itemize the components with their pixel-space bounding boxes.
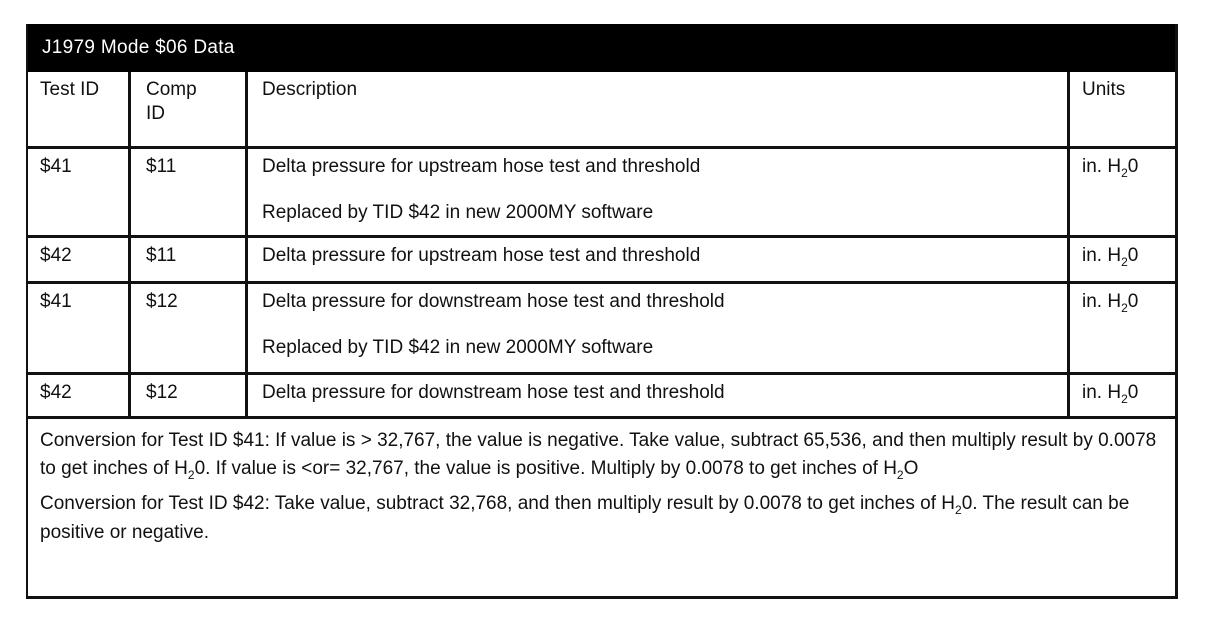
note2-subscript: 2 (955, 503, 962, 517)
units-subscript: 2 (1121, 392, 1128, 406)
cell-comp-id: $11 (131, 149, 248, 235)
units-suffix: 0 (1127, 291, 1139, 312)
header-comp-id-line2: ID (146, 103, 165, 124)
cell-comp-id: $12 (131, 284, 248, 372)
description-note: Replaced by TID $42 in new 2000MY software (262, 202, 654, 223)
note1-subscript2: 2 (896, 468, 904, 482)
note2-text-part1: Conversion for Test ID $42: Take value, subtract 32,768, and then multiply result by 0.0078 to get inches of H (40, 493, 955, 514)
units-prefix: in. H (1082, 245, 1122, 266)
units-prefix: in. H (1082, 291, 1122, 312)
note1-text-part2: 0. If value is <or= 32,767, the value is positive. Multiply by 0.0078 to get inches of H (194, 458, 897, 479)
cell-test-id: $42 (28, 238, 131, 281)
units-prefix: in. H (1082, 382, 1122, 403)
conversion-notes (28, 417, 1175, 553)
units-subscript: 2 (1121, 301, 1128, 315)
cell-description (248, 284, 1070, 372)
cell-units (1070, 284, 1175, 372)
units-subscript: 2 (1121, 255, 1128, 269)
note1-text-part3: O (903, 458, 919, 479)
table-row (28, 238, 1175, 284)
units-suffix: 0 (1127, 245, 1139, 266)
cell-comp-id: $11 (131, 238, 248, 281)
header-row (28, 72, 1175, 149)
cell-units (1070, 238, 1175, 281)
cell-test-id: $41 (28, 149, 131, 235)
cell-description (248, 375, 1070, 416)
note2-text-part2: 0. The result can be positive or negative. (40, 493, 1130, 543)
table-row (28, 375, 1175, 419)
description-text: Delta pressure for downstream hose test and threshold (262, 382, 725, 403)
cell-comp-id: $12 (131, 375, 248, 416)
cell-units (1070, 375, 1175, 416)
description-text: Delta pressure for downstream hose test and threshold (262, 291, 725, 312)
header-comp-id (131, 72, 248, 146)
table-title: J1979 Mode $06 Data (28, 24, 1175, 72)
cell-test-id: $42 (28, 375, 131, 416)
description-text: Delta pressure for upstream hose test and threshold (262, 245, 701, 266)
cell-description (248, 149, 1070, 235)
cell-units (1070, 149, 1175, 235)
header-comp-id-line1: Comp (146, 79, 197, 100)
header-test-id: Test ID (28, 72, 131, 146)
header-description: Description (248, 72, 1070, 146)
table-row (28, 284, 1175, 375)
conversion-note-test-42 (40, 490, 1163, 547)
header-units: Units (1082, 79, 1126, 100)
units-suffix: 0 (1127, 382, 1139, 403)
conversion-note-test-41 (40, 427, 1163, 484)
mode06-table (26, 24, 1178, 599)
description-text: Delta pressure for upstream hose test and threshold (262, 156, 701, 177)
description-note: Replaced by TID $42 in new 2000MY software (262, 337, 654, 358)
note1-text-part1: Conversion for Test ID $41: If value is > 32,767, the value is negative. Take value, subtract 65,536, and then multiply result by 0.0078 to get inches of H (40, 430, 1157, 479)
cell-description (248, 238, 1070, 281)
units-prefix: in. H (1082, 156, 1122, 177)
note1-subscript1: 2 (187, 468, 195, 482)
table-row (28, 149, 1175, 238)
units-suffix: 0 (1127, 156, 1139, 177)
units-subscript: 2 (1121, 166, 1128, 180)
cell-test-id: $41 (28, 284, 131, 372)
